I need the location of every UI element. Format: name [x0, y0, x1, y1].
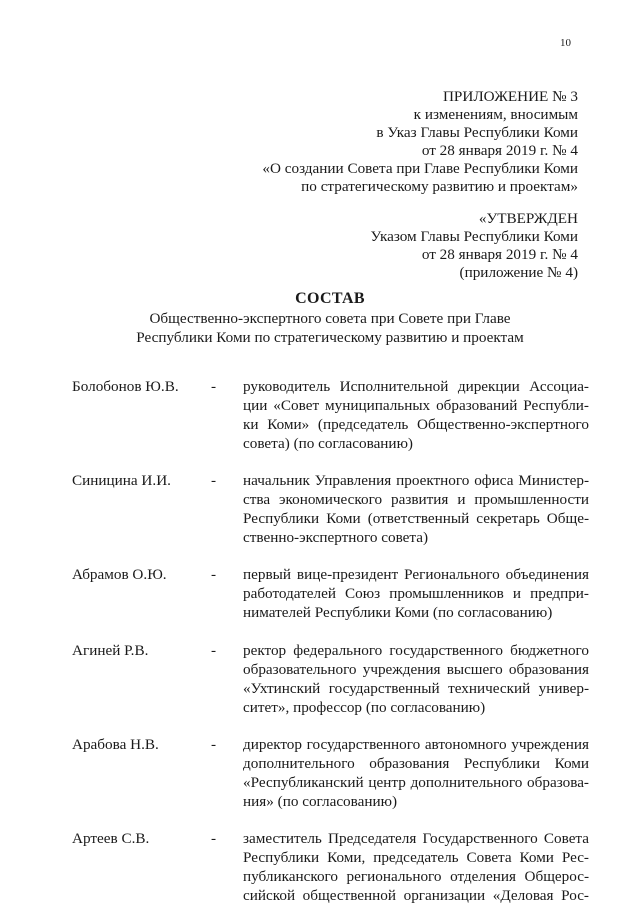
description-line: нимателей Республики Коми (по согласованию): [243, 604, 553, 621]
description-line: сийской общественной организации «Деловая Рос-: [243, 887, 589, 904]
member-description: [243, 735, 589, 811]
subtitle-line: Республики Коми по стратегическому развитию и проектам: [136, 329, 524, 346]
member-name: Арабова Н.В.: [72, 736, 159, 753]
member-entry: [72, 377, 588, 453]
member-dash: -: [211, 378, 217, 395]
member-name: Синицина И.И.: [72, 472, 171, 489]
approval-line: (приложение № 4): [459, 264, 578, 281]
description-line: руководитель Исполнительной дирекции Ассоциа-: [243, 378, 589, 395]
appendix-line: от 28 января 2019 г. № 4: [421, 142, 578, 159]
approval-line: «УТВЕРЖДЕН: [478, 210, 578, 227]
description-line: ства экономического развития и промышленности: [243, 491, 589, 508]
approval-line: от 28 января 2019 г. № 4: [421, 246, 578, 263]
subtitle-line: Общественно-экспертного совета при Совете при Главе: [149, 310, 511, 327]
approval-line: Указом Главы Республики Коми: [370, 228, 578, 245]
description-line: «Республиканский центр дополнительного образова-: [243, 774, 589, 791]
member-dash: -: [211, 642, 217, 659]
document-heading: [90, 289, 570, 347]
member-name: Артеев С.В.: [72, 830, 150, 847]
description-line: ректор федерального государственного бюджетного: [243, 642, 589, 659]
description-line: первый вице-президент Регионального объединения: [243, 566, 589, 583]
description-line: образовательного учреждения высшего образования: [243, 661, 589, 678]
description-line: публиканского регионального отделения Общерос-: [243, 868, 589, 885]
member-dash: -: [211, 736, 217, 753]
appendix-line: «О создании Совета при Главе Республики Коми: [262, 160, 578, 177]
description-line: директор государственного автономного учреждения: [243, 736, 589, 753]
member-entry: [72, 735, 588, 811]
description-line: ния» (по согласованию): [243, 793, 398, 810]
appendix-line: по стратегическому развитию и проектам»: [301, 178, 578, 195]
approval-stamp-text: [300, 210, 578, 282]
member-description: [243, 471, 589, 547]
appendix-line: в Указ Главы Республики Коми: [376, 124, 578, 141]
description-line: Республики Коми, председатель Совета Коми Рес-: [243, 849, 589, 866]
member-description: [243, 565, 589, 622]
member-name: Абрамов О.Ю.: [72, 566, 167, 583]
description-line: начальник Управления проектного офиса Министер-: [243, 472, 589, 489]
appendix-header: [210, 88, 578, 196]
description-line: ственно-экспертного совета): [243, 529, 429, 546]
members-list: [72, 377, 588, 905]
member-description: [243, 829, 589, 905]
member-dash: -: [211, 566, 217, 583]
description-line: заместитель Председателя Государственного Совета: [243, 830, 589, 847]
description-line: работодателей Союз промышленников и предпри-: [243, 585, 589, 602]
description-line: ки Коми» (председатель Общественно-экспертного: [243, 416, 589, 433]
description-line: дополнительного образования Республики Коми: [243, 755, 589, 772]
member-entry: [72, 641, 588, 717]
appendix-line: к изменениям, вносимым: [413, 106, 578, 123]
member-name: Болобонов Ю.В.: [72, 378, 179, 395]
member-entry: [72, 565, 588, 622]
description-line: ситет», профессор (по согласованию): [243, 699, 486, 716]
description-line: ции «Совет муниципальных образований Республи-: [243, 397, 589, 414]
member-entry: [72, 471, 588, 547]
appendix-line: ПРИЛОЖЕНИЕ № 3: [442, 88, 578, 105]
member-description: [243, 377, 589, 453]
description-line: Республики Коми (ответственный секретарь Обще-: [243, 510, 589, 527]
member-name: Агиней Р.В.: [72, 642, 149, 659]
member-description: [243, 641, 589, 717]
member-entry: [72, 829, 588, 905]
description-line: совета) (по согласованию): [243, 435, 413, 452]
page-number: 10: [560, 37, 571, 49]
member-dash: -: [211, 472, 217, 489]
description-line: «Ухтинский государственный технический универ-: [243, 680, 589, 697]
document-title: СОСТАВ: [295, 290, 365, 307]
member-dash: -: [211, 830, 217, 847]
document-subtitle: [90, 309, 570, 347]
